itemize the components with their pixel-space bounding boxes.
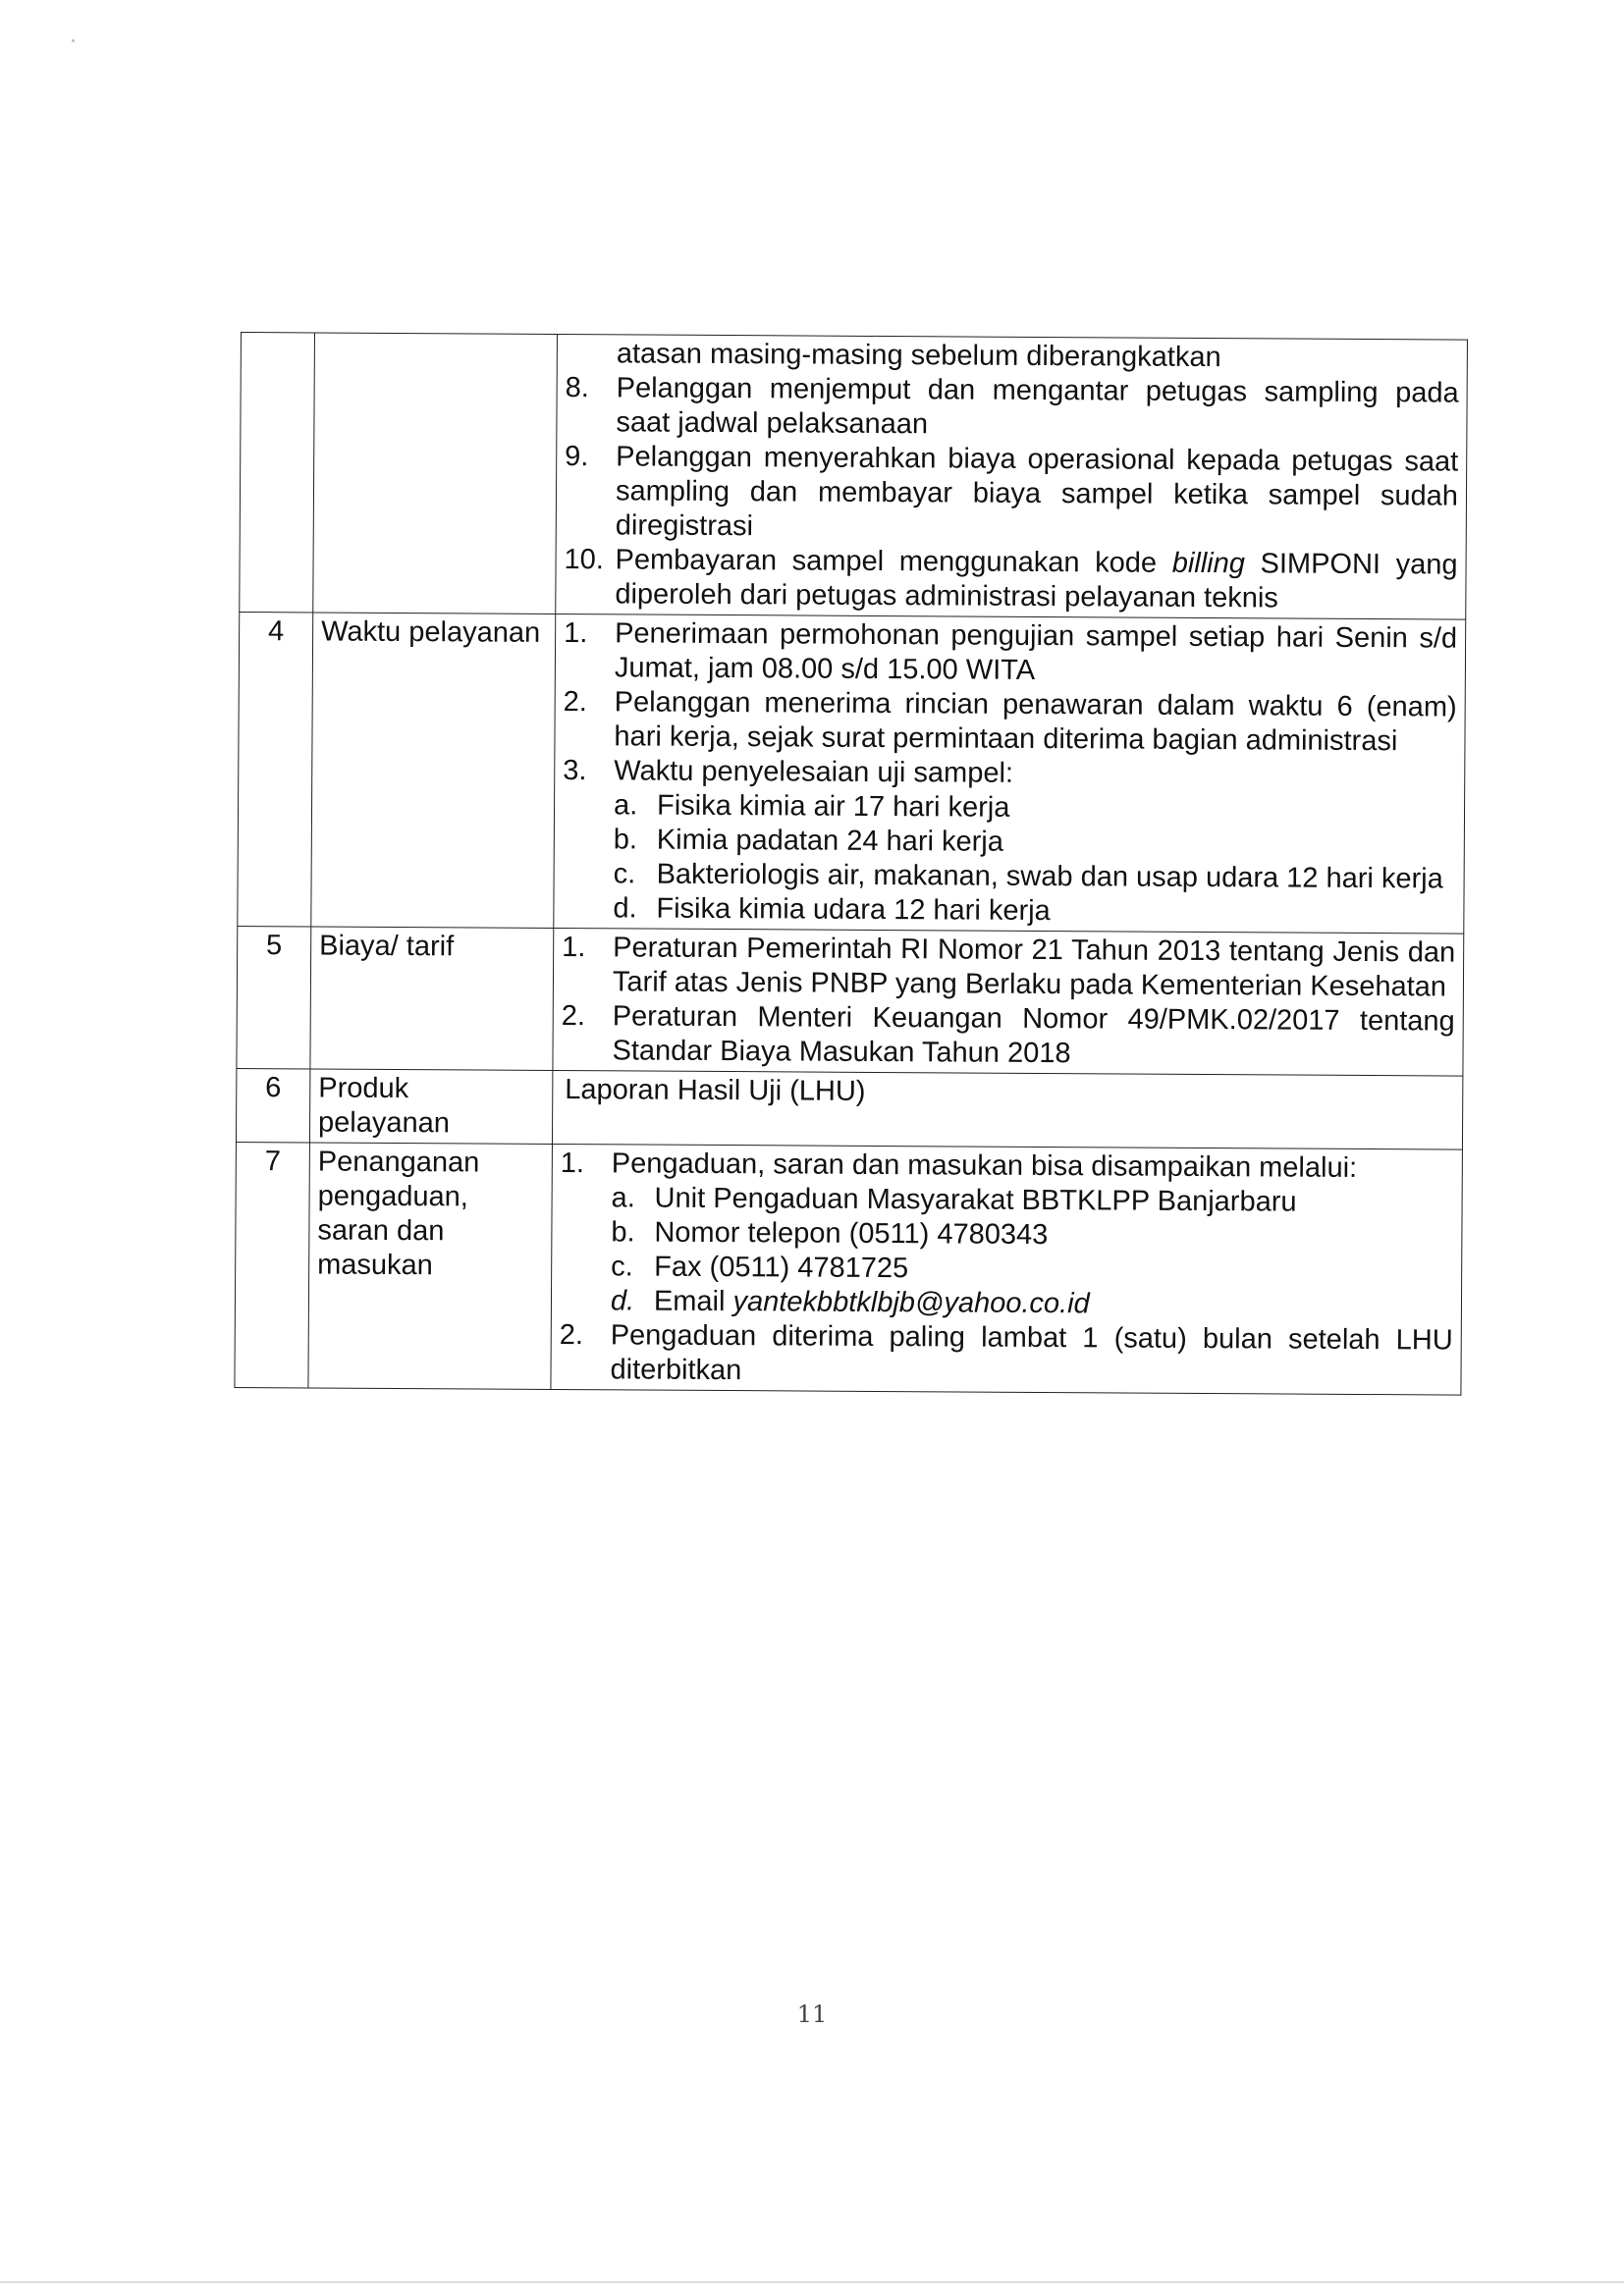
sub-list-item: [614, 788, 1456, 828]
list-item: [565, 371, 1458, 446]
row-number: 6: [236, 1068, 309, 1142]
row-content-cell: [551, 1144, 1463, 1395]
row-label: Produk pelayanan: [309, 1069, 552, 1145]
sub-item-letter: c.: [611, 1251, 633, 1283]
list-item: [561, 999, 1454, 1074]
row-label: Biaya/ tarif: [310, 927, 554, 1071]
item-text: Peraturan Pemerintah RI Nomor 21 Tahun 2013 tentang Jenis dan Tarif atas Jenis PNBP yang Berlaku pada Kementerian Kesehatan: [612, 932, 1456, 1003]
row-label: Waktu pelayanan: [311, 613, 556, 929]
sub-list-item: [611, 1215, 1453, 1255]
sub-item-text: Fisika kimia air 17 hari kerja: [656, 789, 1010, 824]
sub-list-item: [613, 891, 1455, 931]
sub-item-letter: c.: [613, 858, 636, 890]
row-number-cell: [240, 333, 315, 613]
list-item: [563, 754, 1456, 794]
scan-speck: [72, 39, 75, 42]
sub-item-text: Fisika kimia udara 12 hari kerja: [656, 892, 1051, 928]
sub-item-letter: a.: [613, 789, 638, 822]
item-text: Penerimaan permohonan pengujian sampel setiap hari Senin s/d Jumat, jam 08.00 s/d 15.00 WITA: [614, 617, 1458, 686]
item-text: Pengaduan diterima paling lambat 1 (satu) bulan setelah LHU diterbitkan: [610, 1319, 1453, 1387]
email-address: yantekbbtklbjb@yahoo.co.id: [732, 1286, 1090, 1320]
item-text: Pembayaran sampel menggunakan kode billing SIMPONI yang diperoleh dari petugas administrasi pelayanan teknis: [615, 544, 1458, 614]
row-number: 4: [238, 612, 313, 926]
list-item: [563, 685, 1456, 760]
sub-list-item: [614, 823, 1456, 862]
item-text: Pelanggan menjemput dan mengantar petugas sampling pada saat jadwal pelaksanaan: [616, 372, 1459, 441]
table-row-biaya-tarif: [237, 926, 1464, 1076]
table-row-penanganan-pengaduan: [235, 1142, 1463, 1395]
sub-item-text: Unit Pengaduan Masyarakat BBTKLPP Banjarbaru: [654, 1182, 1297, 1218]
row-number: 5: [237, 926, 311, 1068]
item-number: 3.: [563, 755, 587, 787]
list-item: [565, 440, 1459, 549]
item-number: 8.: [565, 372, 589, 404]
item-number: 1.: [564, 617, 588, 650]
item-number: 2.: [561, 1000, 586, 1033]
item-text: Peraturan Menteri Keuangan Nomor 49/PMK.02/2017 tentang Standar Biaya Masukan Tahun 2018: [612, 1000, 1455, 1070]
sub-item-letter: b.: [613, 824, 638, 856]
item-text: Waktu penyelesaian uji sampel:: [614, 755, 1014, 789]
sub-item-text: Email yantekbbtklbjb@yahoo.co.id: [653, 1285, 1090, 1320]
sub-item-text: Nomor telepon (0511) 4780343: [654, 1216, 1049, 1252]
item-number: 1.: [560, 1148, 585, 1180]
item-number: 2.: [559, 1319, 584, 1352]
page-number: 11: [796, 2001, 828, 2028]
list-item: [559, 1318, 1452, 1393]
sub-list-item: [611, 1284, 1453, 1323]
scan-edge-line: [0, 2281, 1624, 2283]
table-row-continuation: [240, 333, 1468, 620]
sub-item-text: Bakteriologis air, makanan, swab dan usap udara 12 hari kerja: [656, 858, 1443, 895]
item-number: 9.: [565, 441, 589, 473]
sub-item-letter: b.: [611, 1216, 635, 1249]
sub-list-item: [614, 857, 1456, 896]
sub-item-text: Fax (0511) 4781725: [654, 1251, 909, 1285]
list-item: [561, 1147, 1454, 1187]
billing-term: billing: [1171, 547, 1246, 580]
item-text: Pengaduan, saran dan masukan bisa disampaikan melalui:: [611, 1148, 1358, 1184]
continuation-text: atasan masing-masing sebelum diberangkatkan: [616, 338, 1221, 374]
table-row-waktu-pelayanan: [238, 612, 1466, 934]
row-label: Penanganan pengaduan, saran dan masukan: [308, 1143, 553, 1390]
sub-item-letter: d.: [610, 1285, 635, 1317]
row-label-cell: [313, 333, 558, 614]
sub-list-item: [611, 1250, 1453, 1289]
sub-item-letter: d.: [613, 892, 637, 925]
product-text: Laporan Hasil Uji (LHU): [565, 1074, 866, 1107]
row-number: 7: [235, 1142, 310, 1387]
service-standard-table: [234, 332, 1468, 1396]
item-text: Pelanggan menyerahkan biaya operasional kepada petugas saat sampling dan membayar biaya sampel ketika sampel sudah diregistrasi: [615, 441, 1459, 543]
sub-item-letter: a.: [611, 1182, 635, 1214]
item-text: Pelanggan menerima rincian penawaran dalam waktu 6 (enam) hari kerja, sejak surat permintaan diterima bagian administrasi: [614, 686, 1457, 758]
table-row-produk-pelayanan: [236, 1068, 1462, 1149]
list-item: [564, 616, 1457, 691]
item-number: 10.: [564, 544, 605, 576]
sub-item-text: Kimia padatan 24 hari kerja: [656, 824, 1003, 858]
item-number: 2.: [563, 686, 587, 719]
list-item: [564, 543, 1457, 617]
sub-list-item: [612, 1181, 1454, 1220]
row-content-cell: [553, 928, 1464, 1076]
item-number: 1.: [562, 932, 586, 964]
row-content-cell: [552, 1070, 1462, 1149]
row-content-cell: [556, 334, 1468, 619]
row-content-cell: [554, 614, 1466, 934]
list-item: [562, 931, 1455, 1005]
